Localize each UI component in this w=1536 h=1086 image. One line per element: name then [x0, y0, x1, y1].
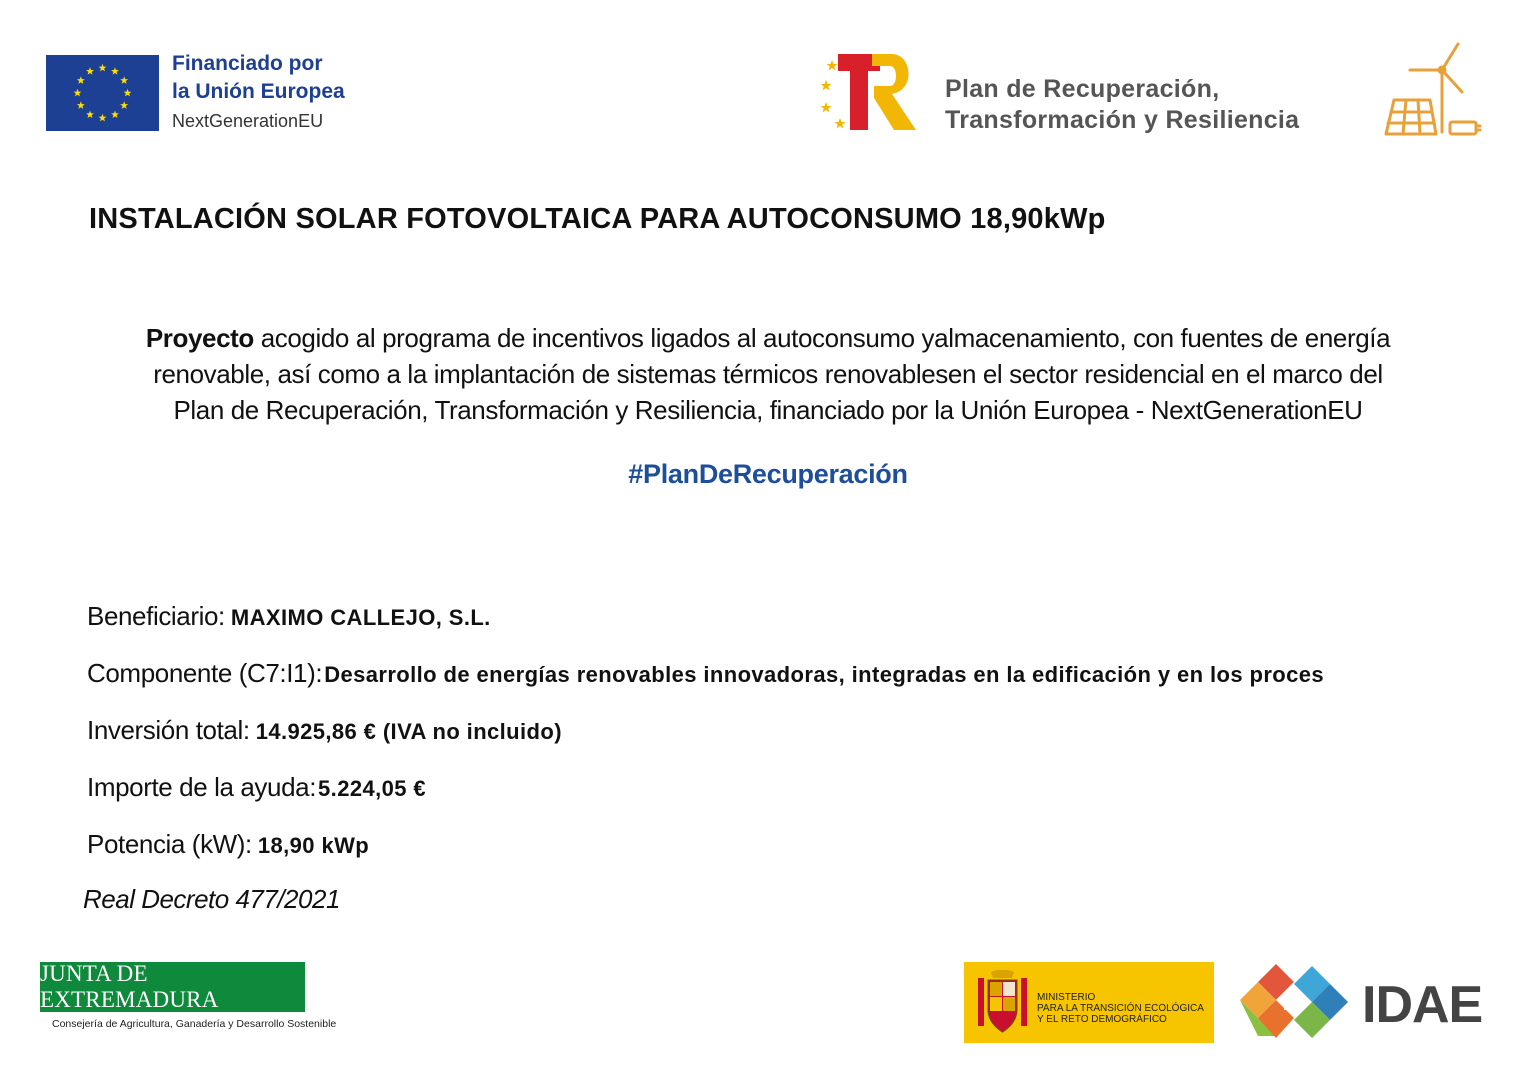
- eu-star-icon: [111, 67, 119, 75]
- field-inversion: [87, 715, 562, 746]
- prtr-line-1: Plan de Recuperación,: [945, 75, 1220, 103]
- field-label: Inversión total:: [87, 715, 250, 745]
- description-line-2: renovable, así como a la implantación de sistemas térmicos renovablesen el sector residencial en el marco del: [153, 359, 1383, 389]
- description-line-3: Plan de Recuperación, Transformación y Resiliencia, financiado por la Unión Europea - NextGenerationEU: [173, 395, 1363, 425]
- eu-line-2: la Unión Europea: [172, 80, 345, 103]
- eu-line-1: Financiado por: [172, 52, 323, 75]
- eu-star-icon: [77, 76, 85, 84]
- junta-subtitle: Consejería de Agricultura, Ganadería y Desarrollo Sostenible: [52, 1018, 337, 1030]
- eu-line-3: NextGenerationEU: [172, 111, 324, 131]
- idae-logo-icon: [1236, 962, 1354, 1044]
- eu-star-icon: [74, 89, 82, 97]
- eu-star-icon: [86, 110, 94, 118]
- field-importe: [87, 772, 426, 803]
- eu-star-icon: [99, 64, 107, 72]
- prtr-logo-icon: [820, 52, 920, 132]
- eu-star-icon: [86, 67, 94, 75]
- description-line-1-text: acogido al programa de incentivos ligados al autoconsumo yalmacenamiento, con fuentes de energía: [253, 323, 1391, 353]
- description-line-1: [60, 320, 1476, 356]
- field-value: 5.224,05 €: [318, 776, 427, 801]
- eu-star-icon: [77, 101, 85, 109]
- junta-logo: [40, 962, 305, 1012]
- description-lead: Proyecto: [145, 323, 254, 353]
- field-potencia: [87, 829, 369, 860]
- page-title: INSTALACIÓN SOLAR FOTOVOLTAICA PARA AUTOCONSUMO 18,90kWp: [89, 203, 1106, 235]
- field-value: 18,90 kWp: [257, 833, 370, 858]
- field-value: Desarrollo de energías renovables innovadoras, integradas en la edificación y en los proces: [324, 662, 1325, 687]
- field-label: Componente (C7:I1):: [87, 658, 323, 688]
- hashtag: #PlanDeRecuperación: [628, 459, 908, 489]
- eu-funding-label: [172, 50, 345, 136]
- prtr-label: [945, 74, 1299, 136]
- eu-star-icon: [120, 76, 128, 84]
- prtr-line-2: Transformación y Resiliencia: [945, 106, 1300, 134]
- energy-icon: [1380, 40, 1484, 140]
- ministerio-line-2: PARA LA TRANSICIÓN ECOLÓGICA: [1037, 1003, 1204, 1014]
- idae-label: IDAE: [1362, 976, 1483, 1034]
- eu-flag-icon: [46, 55, 159, 131]
- ministerio-line-1: MINISTERIO: [1037, 992, 1096, 1003]
- field-label: Potencia (kW):: [87, 829, 252, 859]
- spain-shield-icon: [975, 970, 1030, 1036]
- eu-star-icon: [120, 101, 128, 109]
- field-componente: [87, 658, 1324, 689]
- ministerio-line-3: Y EL RETO DEMOGRÁFICO: [1037, 1014, 1167, 1025]
- field-value: 14.925,86 € (IVA no incluido): [255, 719, 562, 744]
- junta-label: JUNTA DE EXTREMADURA: [40, 961, 219, 1012]
- field-value: MAXIMO CALLEJO, S.L.: [230, 605, 491, 630]
- field-label: Beneficiario:: [87, 601, 225, 631]
- real-decreto: Real Decreto 477/2021: [83, 884, 340, 914]
- project-description: [60, 320, 1476, 428]
- field-beneficiario: [87, 601, 491, 632]
- field-label: Importe de la ayuda:: [87, 772, 317, 802]
- ministerio-label: [1037, 992, 1204, 1025]
- eu-star-icon: [111, 110, 119, 118]
- eu-star-icon: [124, 89, 132, 97]
- eu-star-icon: [99, 114, 107, 122]
